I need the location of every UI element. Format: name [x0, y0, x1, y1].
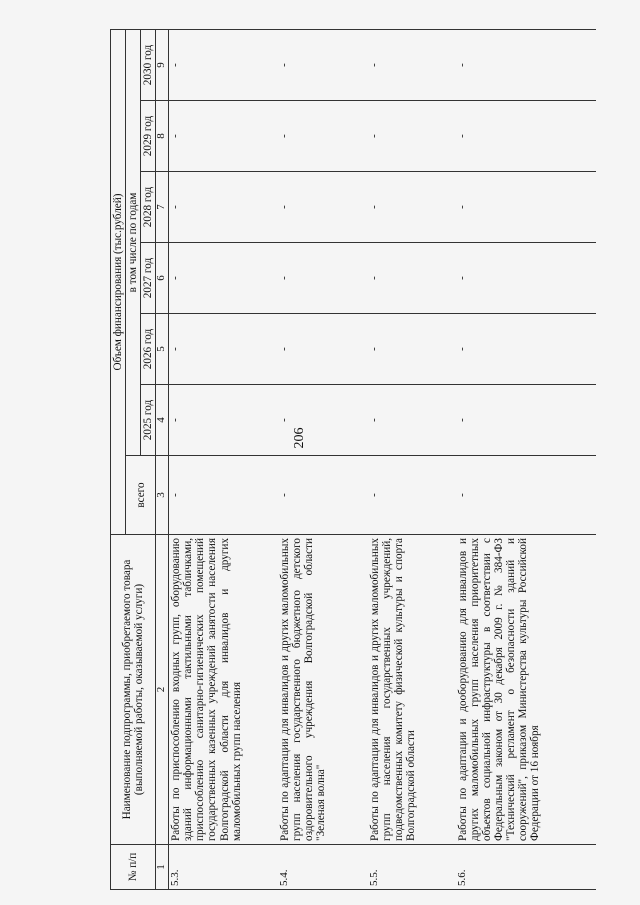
- header-year: 2026 год: [141, 314, 156, 385]
- row-value: -: [456, 172, 596, 243]
- row-value: -: [456, 101, 596, 172]
- row-value: -: [368, 314, 456, 385]
- header-by-years: в том числе по годам: [126, 29, 141, 455]
- row-value: -: [169, 385, 278, 456]
- row-value: -: [278, 314, 368, 385]
- row-name: Работы по приспособлению входных групп, оборудованию зданий информационными тактильными табличками, приспособлению санитарно-гигиенических помещений государственных казенных учреждений занятости населения Волгоградской области для инвалидов и других маломобильных групп населения: [169, 535, 278, 845]
- row-value: -: [169, 101, 278, 172]
- row-value: -: [368, 101, 456, 172]
- row-value: -: [169, 314, 278, 385]
- column-number: 7: [156, 172, 169, 243]
- row-total: -: [368, 456, 456, 535]
- row-value: -: [368, 172, 456, 243]
- header-name: Наименование подпрограммы, приобретаемого товара (выполняемой работы, оказываемой услуги): [111, 535, 156, 845]
- row-name: Работы по адаптации и дооборудованию для инвалидов и других маломобильных групп населения приоритетных объектов социальной инфраструктуры в соответствии с Федеральным законом от 30 декабря 2009 г. № 384-ФЗ "Технический регламент о безопасности зданий и сооружений", приказом Министерства культуры Российской Федерации от 16 ноября: [456, 535, 596, 845]
- row-value: -: [169, 243, 278, 314]
- row-value: -: [368, 243, 456, 314]
- column-number: 6: [156, 243, 169, 314]
- row-value: -: [169, 29, 278, 100]
- row-value: -: [278, 29, 368, 100]
- header-year: 2025 год: [141, 385, 156, 456]
- column-number: 4: [156, 385, 169, 456]
- row-number: 5.3.: [169, 845, 278, 890]
- header-financing: Объем финансирования (тыс.рублей): [111, 29, 126, 534]
- column-number: 2: [156, 535, 169, 845]
- row-value: -: [456, 314, 596, 385]
- column-number: 1: [156, 845, 169, 890]
- row-name: Работы по адаптации для инвалидов и других маломобильных групп населения государственных учреждений, подведомственных комитету физической культуры и спорта Волгоградской области: [368, 535, 456, 845]
- header-no: № п/п: [111, 845, 156, 890]
- row-total: -: [278, 456, 368, 535]
- row-value: -: [368, 29, 456, 100]
- table-row: [368, 29, 456, 889]
- row-value: -: [368, 385, 456, 456]
- row-number: 5.5.: [368, 845, 456, 890]
- header-year: 2029 год: [141, 101, 156, 172]
- row-value: -: [278, 172, 368, 243]
- page-number: 206: [292, 427, 307, 449]
- financing-table: [110, 29, 596, 890]
- row-value: -: [456, 243, 596, 314]
- row-number: 5.6.: [456, 845, 596, 890]
- row-number: 5.4.: [278, 845, 368, 890]
- row-value: -: [278, 243, 368, 314]
- table-row: [456, 29, 596, 889]
- table-row: [169, 29, 278, 889]
- header-year: 2027 год: [141, 243, 156, 314]
- header-total: всего: [126, 456, 156, 535]
- row-value: -: [278, 385, 368, 456]
- column-number: 3: [156, 456, 169, 535]
- row-name: Работы по адаптации для инвалидов и других маломобильных групп населения государственного бюджетного детского оздоровительного учреждения Волгоградской области "Зеленая волна": [278, 535, 368, 845]
- header-year: 2030 год: [141, 29, 156, 100]
- row-value: -: [169, 172, 278, 243]
- row-value: -: [278, 101, 368, 172]
- row-total: -: [169, 456, 278, 535]
- column-number: 8: [156, 101, 169, 172]
- row-value: -: [456, 29, 596, 100]
- column-number: 9: [156, 29, 169, 100]
- column-number: 5: [156, 314, 169, 385]
- row-value: -: [456, 385, 596, 456]
- table-row: [278, 29, 368, 889]
- header-year: 2028 год: [141, 172, 156, 243]
- column-number-row: [156, 29, 169, 889]
- row-total: -: [456, 456, 596, 535]
